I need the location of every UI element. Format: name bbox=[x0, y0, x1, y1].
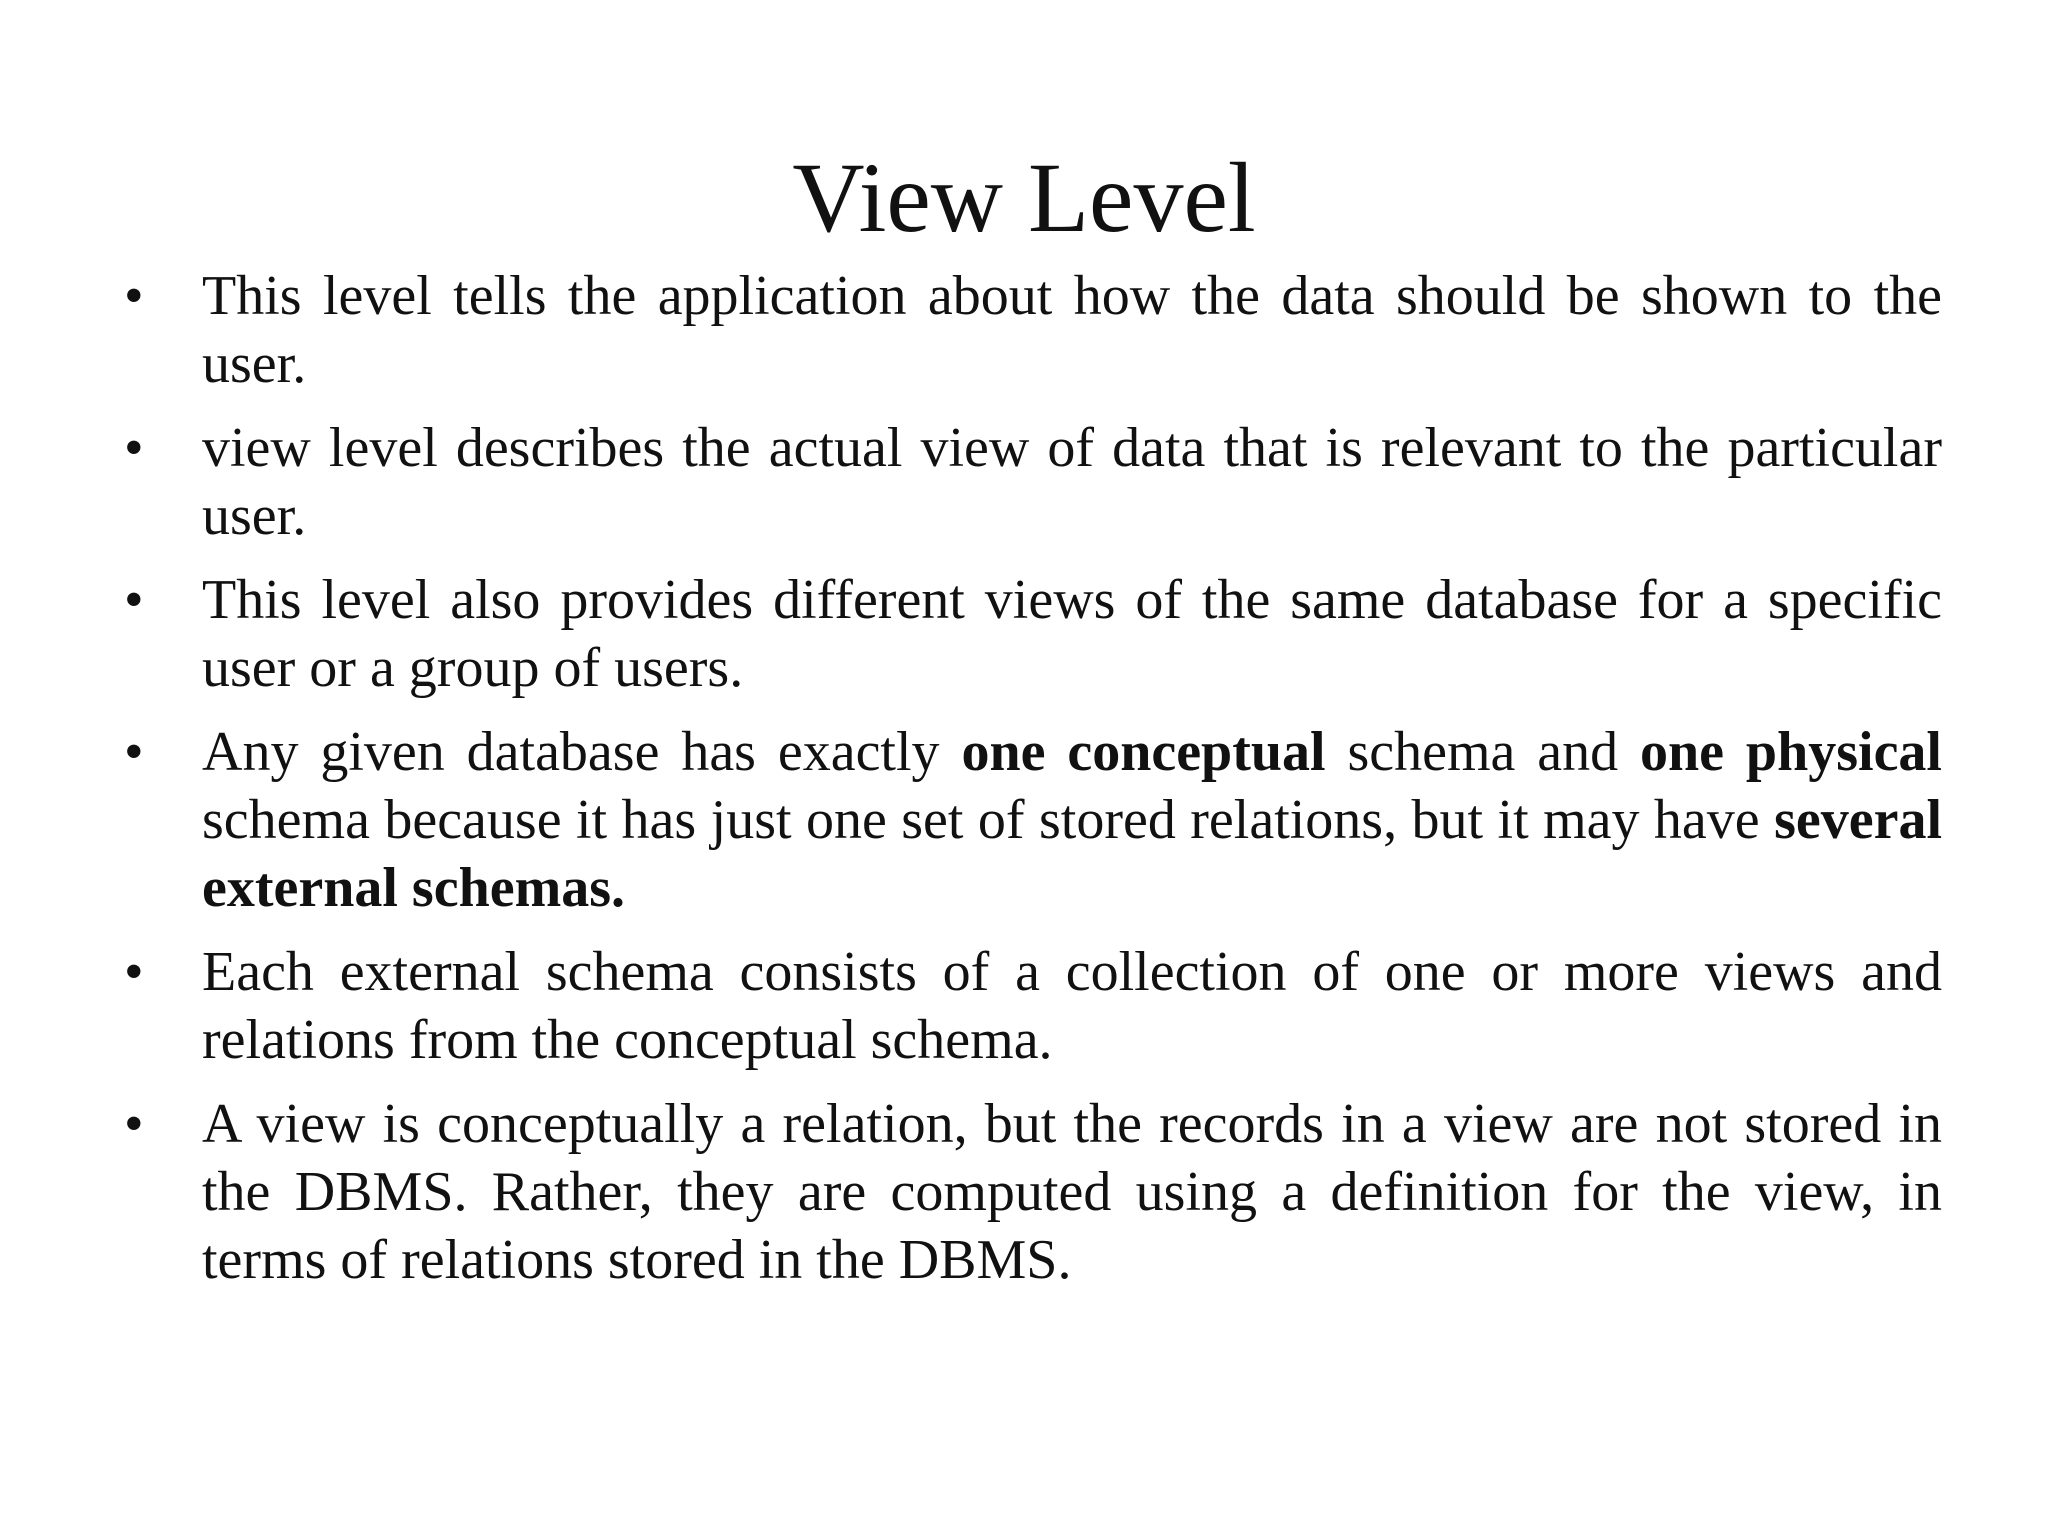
bullet-text: This level also provides different views of the same database for a specific user or a group of users. bbox=[202, 569, 1942, 699]
bullet-icon: • bbox=[124, 941, 144, 1003]
bullet-icon: • bbox=[124, 1093, 144, 1155]
bullet-item bbox=[118, 566, 1942, 702]
bullet-item bbox=[118, 718, 1942, 922]
bold-emphasis: one conceptual bbox=[961, 721, 1326, 783]
bold-emphasis: one physical bbox=[1640, 721, 1942, 783]
bullet-item bbox=[118, 414, 1942, 550]
bullet-text: view level describes the actual view of data that is relevant to the particular user. bbox=[202, 417, 1942, 547]
bullet-icon: • bbox=[124, 265, 144, 327]
bullet-text: Each external schema consists of a collection of one or more views and relations from the conceptual schema. bbox=[202, 941, 1942, 1071]
bullet-text-part: schema and bbox=[1325, 721, 1641, 783]
bold-emphasis: several external schemas. bbox=[202, 789, 1942, 919]
bullet-icon: • bbox=[124, 569, 144, 631]
bullet-list bbox=[118, 262, 1942, 1310]
bullet-text bbox=[202, 721, 1942, 919]
slide-title: View Level bbox=[792, 142, 1256, 253]
bullet-text-part: Any given database has exactly bbox=[202, 721, 962, 783]
bullet-item bbox=[118, 938, 1942, 1074]
bullet-text: A view is conceptually a relation, but the records in a view are not stored in the DBMS. Rather, they are computed using a definition for the view, in terms of relations stored in the DBMS. bbox=[202, 1093, 1942, 1291]
bullet-text-part: schema because it has just one set of stored relations, but it may have bbox=[202, 789, 1775, 851]
bullet-item bbox=[118, 262, 1942, 398]
bullet-text: This level tells the application about how the data should be shown to the user. bbox=[202, 265, 1942, 395]
bullet-icon: • bbox=[124, 417, 144, 479]
bullet-item bbox=[118, 1090, 1942, 1294]
bullet-icon: • bbox=[124, 721, 144, 783]
